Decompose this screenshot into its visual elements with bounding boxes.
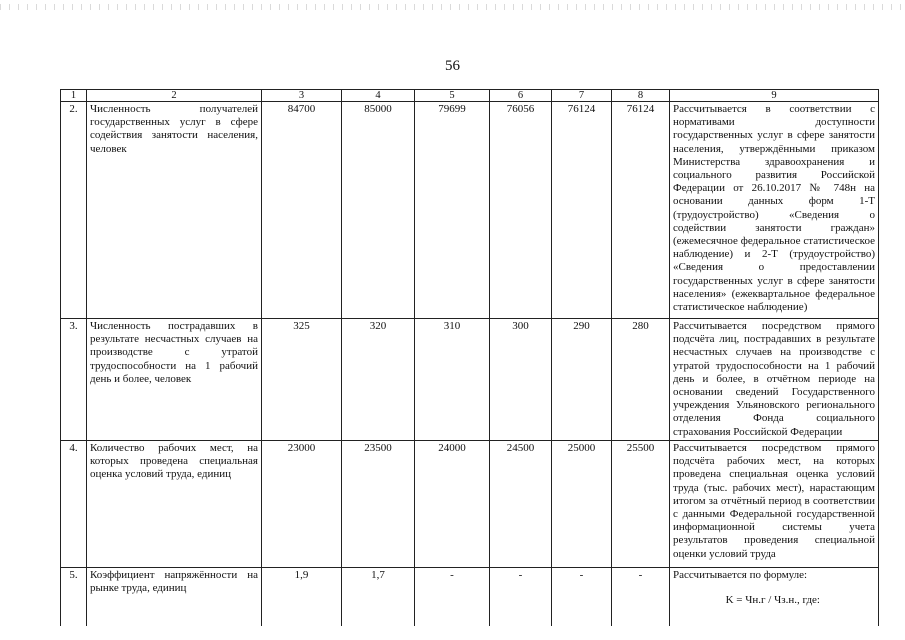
value-cell: 325 xyxy=(262,319,342,441)
value-cell: 25500 xyxy=(612,441,670,568)
row-number: 4. xyxy=(61,441,87,568)
indicator-name: Количество рабочих мест, на которых проведена специальная оценка условий труда, единиц xyxy=(87,441,262,568)
formula: K = Чн.г / Чз.н., где: xyxy=(725,594,820,607)
header-cell: 2 xyxy=(87,90,262,102)
row-number: 2. xyxy=(61,102,87,319)
header-cell: 4 xyxy=(342,90,415,102)
value-cell: 24500 xyxy=(490,441,552,568)
header-cell: 6 xyxy=(490,90,552,102)
value-cell: - xyxy=(490,568,552,626)
header-cell: 1 xyxy=(61,90,87,102)
indicators-table xyxy=(60,89,879,626)
value-cell: 76056 xyxy=(490,102,552,319)
header-cell: 5 xyxy=(415,90,490,102)
method-text: Рассчитывается по формуле: xyxy=(673,569,808,581)
indicator-name: Численность пострадавших в результате несчастных случаев на производстве с утратой трудоспособности на 1 рабочий день и более, человек xyxy=(87,319,262,441)
header-cell: 9 xyxy=(670,90,879,102)
value-cell: 1,7 xyxy=(342,568,415,626)
scan-artifact xyxy=(0,4,905,10)
indicator-name: Численность получателей государственных услуг в сфере содействия занятости населения, человек xyxy=(87,102,262,319)
method-description: Рассчитывается посредством прямого подсчёта рабочих мест, на которых проведена специальная оценка условий труда (тыс. рабочих мест), нарастающим итогом за отчётный период в соответствии с данными Федеральной государственной информационной системы учета результатов проведения специальной оценки условий труда xyxy=(670,441,879,568)
value-cell: 23500 xyxy=(342,441,415,568)
page-number: 56 xyxy=(445,58,460,74)
value-cell: 320 xyxy=(342,319,415,441)
row-number: 5. xyxy=(61,568,87,626)
value-cell: 290 xyxy=(552,319,612,441)
value-cell: 79699 xyxy=(415,102,490,319)
method-description: Рассчитывается в соответствии с нормативами доступности государственных услуг в сфере занятости населения, утверждёнными приказом Министерства здравоохранения и социального развития Российской Федерации от 26.10.2017 № 748н на основании данных форм 1-Т (трудоустройство) «Сведения о содействии занятости граждан» (ежемесячное федеральное статистическое наблюдение) и 2-Т (трудоустройство) «Сведения о предоставлении государственных услуг в сфере занятости населения» (ежеквартальное федеральное статистическое наблюдение) xyxy=(670,102,879,319)
table-header-row xyxy=(61,90,879,102)
value-cell: 85000 xyxy=(342,102,415,319)
value-cell: 25000 xyxy=(552,441,612,568)
value-cell: 84700 xyxy=(262,102,342,319)
header-cell: 3 xyxy=(262,90,342,102)
value-cell: 1,9 xyxy=(262,568,342,626)
value-cell: 24000 xyxy=(415,441,490,568)
value-cell: 76124 xyxy=(612,102,670,319)
method-description xyxy=(670,568,879,626)
value-cell: 76124 xyxy=(552,102,612,319)
method-description: Рассчитывается посредством прямого подсчёта лиц, пострадавших в результате несчастных случаев на производстве с утратой трудоспособности на 1 рабочий день и более, в отчётном периоде на основании сведений Государственного учреждения Ульяновского регионального отделения Фонда социального страхования Российской Федерации xyxy=(670,319,879,441)
value-cell: - xyxy=(415,568,490,626)
value-cell: - xyxy=(612,568,670,626)
value-cell: 300 xyxy=(490,319,552,441)
indicator-name: Коэффициент напряжённости на рынке труда, единиц xyxy=(87,568,262,626)
table-row xyxy=(61,319,879,441)
header-cell: 7 xyxy=(552,90,612,102)
value-cell: - xyxy=(552,568,612,626)
row-number: 3. xyxy=(61,319,87,441)
table-row xyxy=(61,102,879,319)
value-cell: 23000 xyxy=(262,441,342,568)
value-cell: 310 xyxy=(415,319,490,441)
table-row xyxy=(61,568,879,626)
header-cell: 8 xyxy=(612,90,670,102)
table-row xyxy=(61,441,879,568)
value-cell: 280 xyxy=(612,319,670,441)
